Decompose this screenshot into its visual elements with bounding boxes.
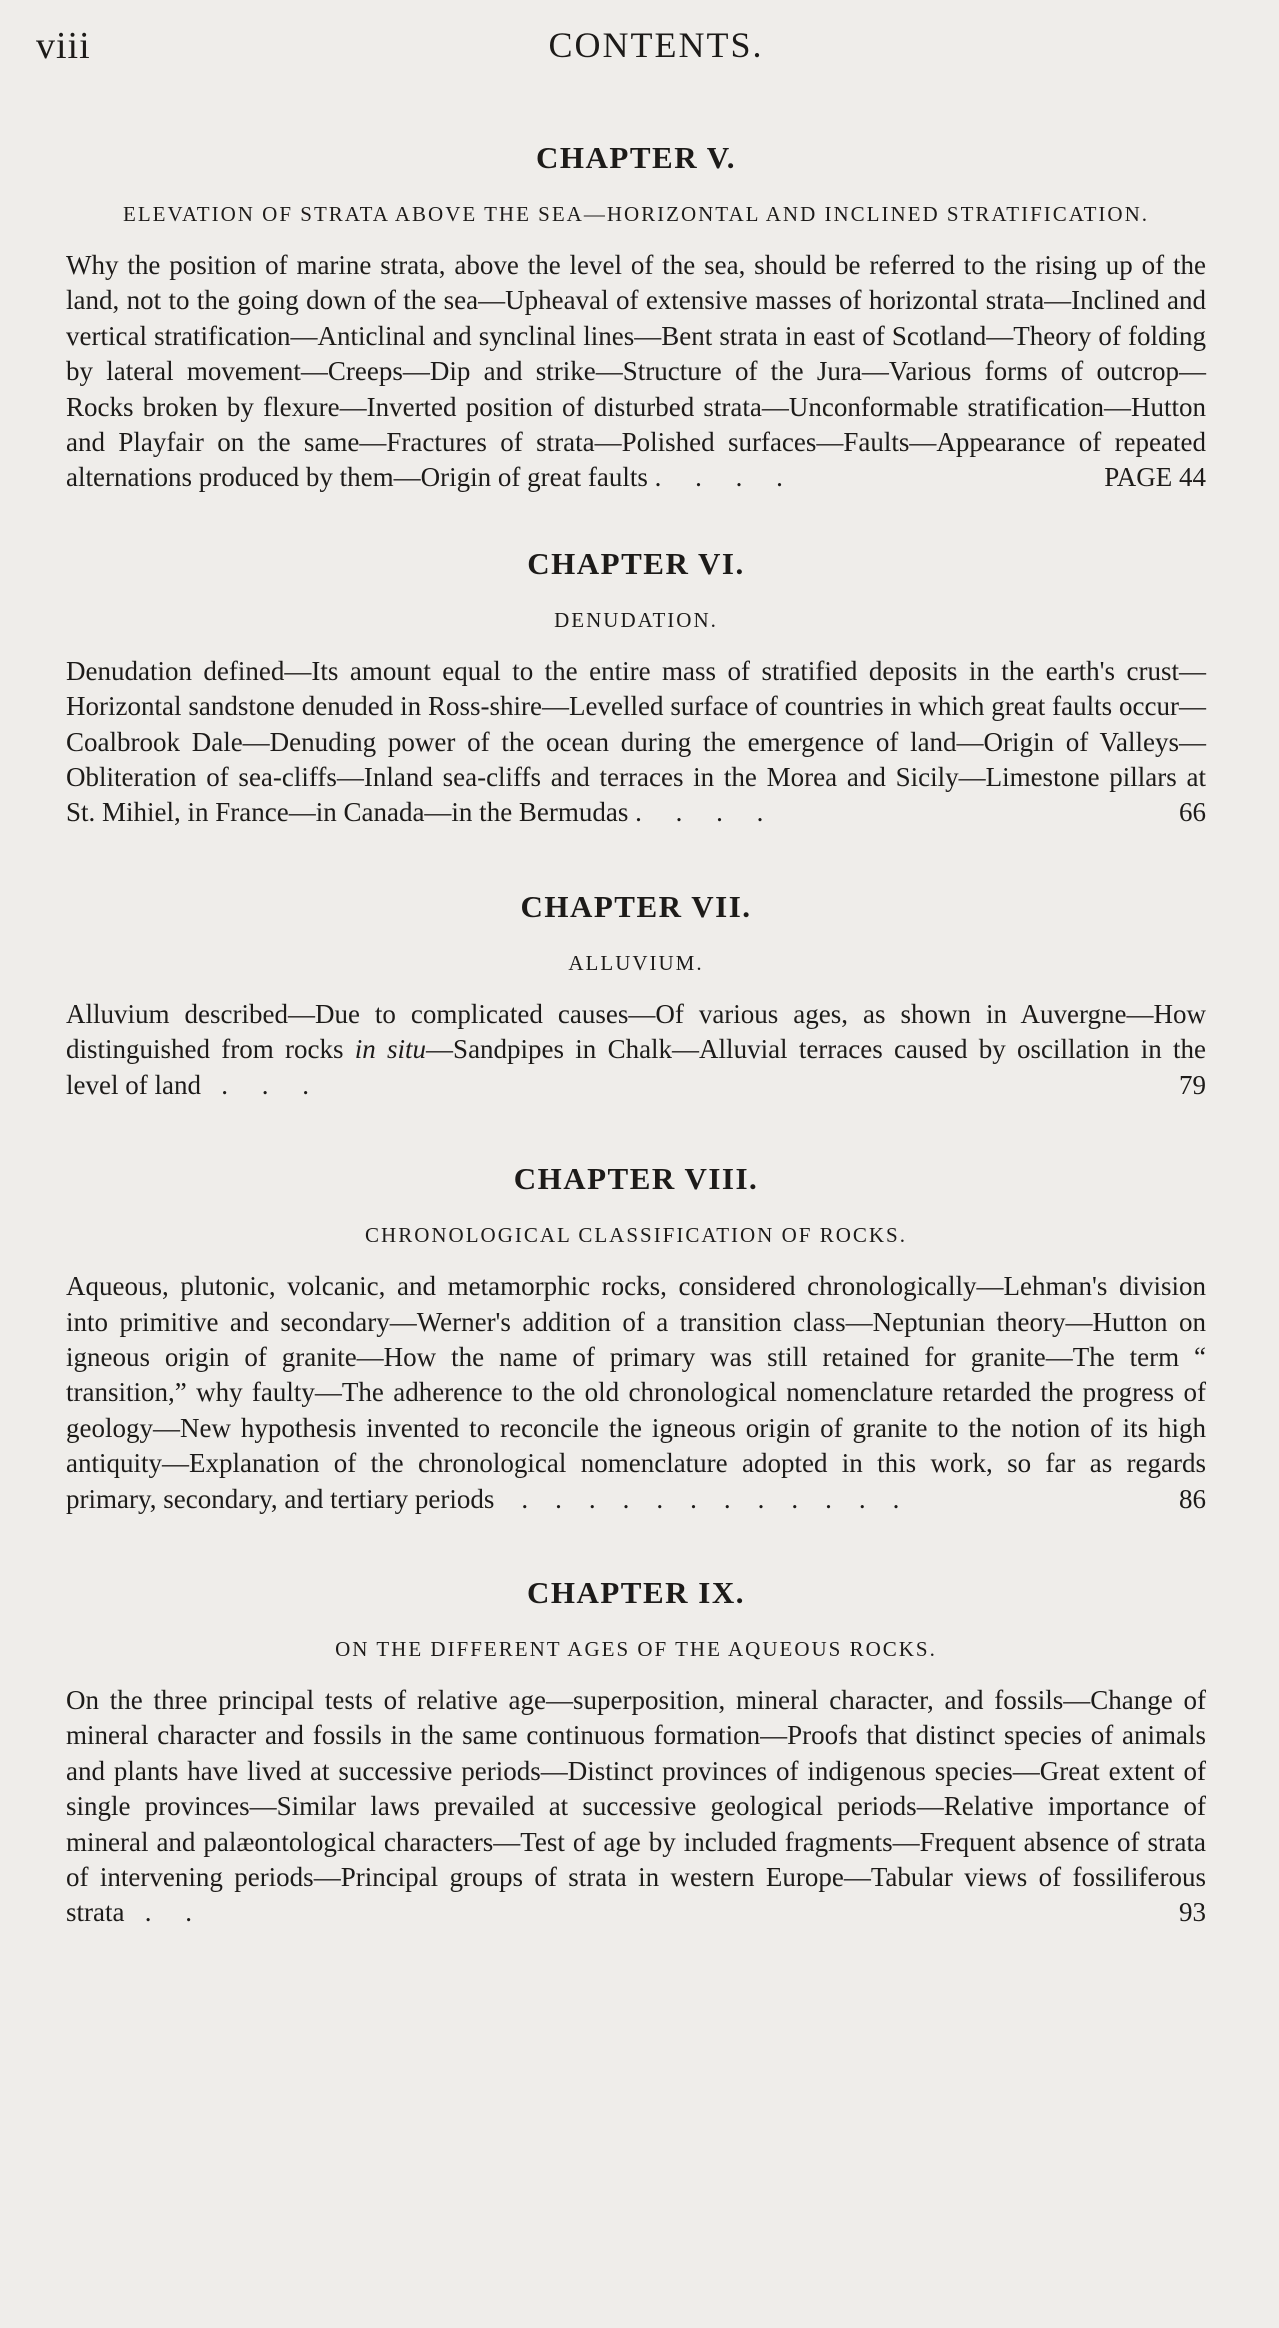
- chapter-heading: CHAPTER VIII.: [513, 1161, 759, 1197]
- chapter-heading: CHAPTER VI.: [527, 545, 745, 581]
- chapter-entry: [66, 1575, 1206, 1931]
- summary-italic-text: in situ: [354, 1034, 427, 1065]
- summary-text: Why the position of marine strata, above the level of the sea, should be referred to the rising up of the land, not to the going down of the sea—Upheaval of extensive masses of horizontal strata—Inclined and vertical stratification—Anticlinal and synclinal lines—Bent strata in east of Scotland—Theory of folding by lateral movement—Creeps—Dip and strike—Structure of the Jura—Various forms of outcrop—Rocks broken by flexure—Inverted position of disturbed strata—Unconformable stratification—Hutton and Playfair on the same—Fractures of strata—Polished surfaces—Faults—Appearance of repeated alternations produced by them—Origin of great faults: [66, 250, 1206, 493]
- summary-text: Aqueous, plutonic, volcanic, and metamorphic rocks, considered chronologically—Lehman's division into primitive and secondary—Werner's addition of a transition class—Neptunian theory—Hutton on igneous origin of granite—How the name of primary was still retained for granite—The term “ transition,” why faulty—The adherence to the old chronological nomenclature retarded the progress of geology—New hypothesis invented to reconcile the igneous origin of granite to the notion of its high antiquity—Explanation of the chronological nomenclature adopted in this work, so far as regards primary, secondary, and tertiary periods: [66, 1271, 1206, 1514]
- dot-leader: . . . .: [647, 462, 783, 493]
- running-head: [36, 24, 1216, 84]
- dot-leader: . . . .: [628, 797, 764, 828]
- chapter-summary: [66, 997, 1206, 1103]
- chapter-summary: [66, 1683, 1206, 1931]
- page-reference: PAGE 44: [1104, 462, 1206, 493]
- summary-text: Alluvium described—Due to complicated causes—Of various ages, as shown in Auvergne—How distinguished from rocks: [66, 998, 1206, 1065]
- summary-text-cont: —Sandpipes in Chalk—Alluvial terraces caused by oscillation in the level of land: [66, 1034, 1206, 1100]
- chapter-entry: [66, 889, 1206, 1103]
- chapter-summary: [66, 654, 1206, 831]
- chapter-entry: [66, 140, 1206, 496]
- chapter-heading: CHAPTER V.: [536, 140, 736, 175]
- page-reference: 79: [1179, 1069, 1206, 1100]
- summary-text: On the three principal tests of relative age—superposition, mineral character, and fossils—Change of mineral character and fossils in the same continuous formation—Proofs that distinct species of animals and plants have lived at successive periods—Distinct provinces of indigenous species—Great extent of single provinces—Similar laws prevailed at successive geological periods—Relative importance of mineral and palæontological characters—Test of age by included fragments—Frequent absence of strata of intervening periods—Principal groups of strata in western Europe—Tabular views of fossiliferous strata: [66, 1684, 1206, 1928]
- chapter-heading: CHAPTER IX.: [526, 1574, 745, 1610]
- dot-leader: . . . . . . . . . . . .: [494, 1483, 900, 1514]
- chapter-entry: [66, 1161, 1206, 1517]
- chapter-subtitle: ELEVATION OF STRATA ABOVE THE SEA—HORIZONTAL AND INCLINED STRATIFICATION.: [123, 202, 1149, 226]
- page-reference: 66: [1179, 797, 1206, 828]
- chapter-subtitle: DENUDATION.: [554, 607, 718, 632]
- chapter-summary: [66, 248, 1206, 496]
- chapter-subtitle: ALLUVIUM.: [568, 950, 704, 975]
- running-title: CONTENTS.: [548, 25, 764, 65]
- chapter-heading: CHAPTER VII.: [520, 888, 752, 924]
- chapter-summary: [66, 1269, 1206, 1517]
- contents-body: [66, 140, 1206, 1931]
- page-reference: 86: [1179, 1483, 1206, 1514]
- page-reference: 93: [1179, 1897, 1206, 1928]
- chapter-entry: [66, 546, 1206, 831]
- folio-page-number: viii: [36, 25, 91, 67]
- summary-text: Denudation defined—Its amount equal to the entire mass of stratified deposits in the earth's crust—Horizontal sandstone denuded in Ross-shire—Levelled surface of countries in which great faults occur—Coalbrook Dale—Denuding power of the ocean during the emergence of land—Origin of Valleys—Obliteration of sea-cliffs—Inland sea-cliffs and terraces in the Morea and Sicily—Limestone pillars at St. Mihiel, in France—in Canada—in the Bermudas: [66, 655, 1206, 828]
- chapter-subtitle: ON THE DIFFERENT AGES OF THE AQUEOUS ROCKS.: [335, 1636, 937, 1661]
- dot-leader: . .: [124, 1897, 192, 1928]
- chapter-subtitle: CHRONOLOGICAL CLASSIFICATION OF ROCKS.: [365, 1223, 907, 1248]
- dot-leader: . . .: [200, 1069, 309, 1100]
